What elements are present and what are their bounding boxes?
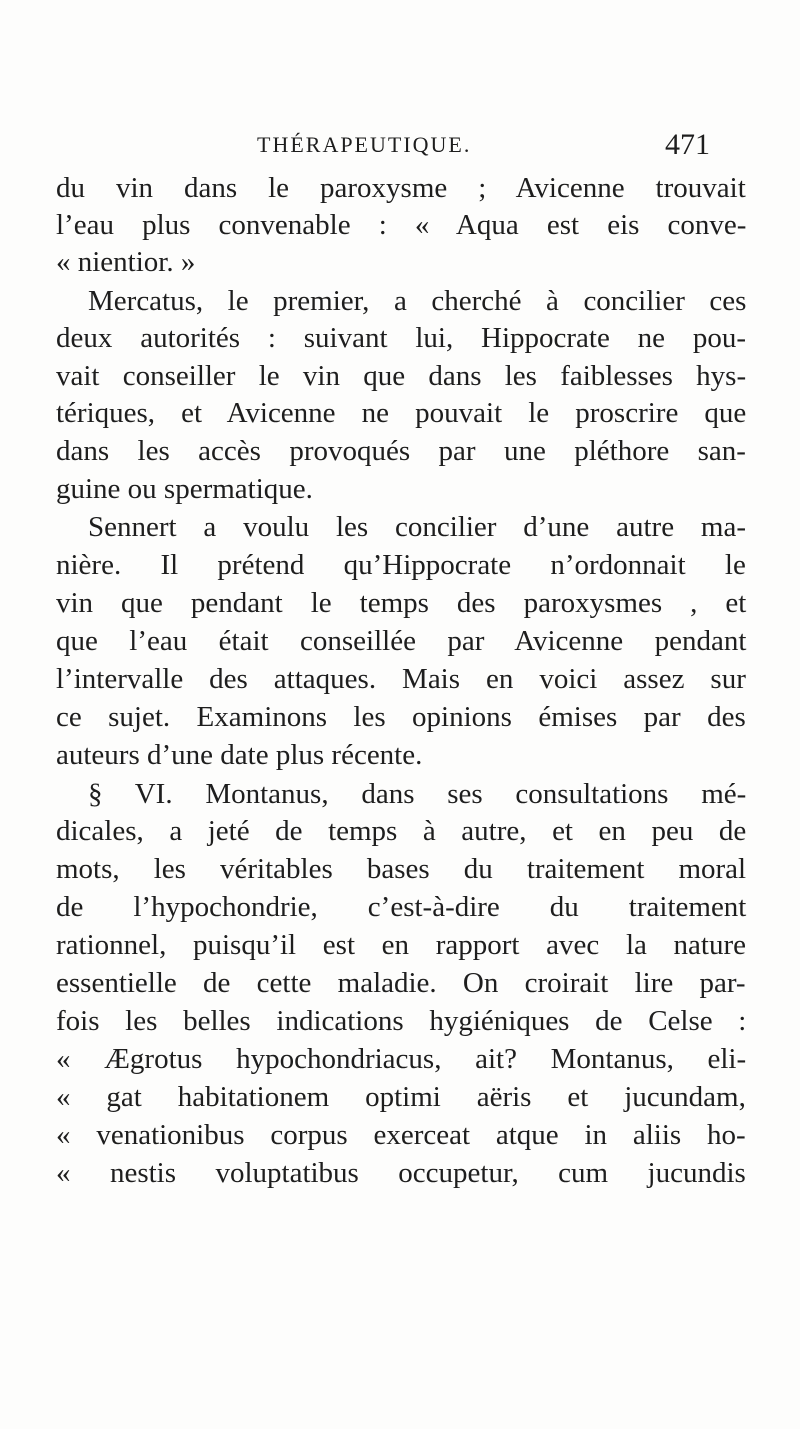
text-line: du vin dans le paroxysme ; Avicenne trouvait — [56, 172, 746, 204]
text-line: dicales, a jeté de temps à autre, et en peu de — [56, 815, 747, 847]
text-line: « venationibus corpus exerceat atque in aliis ho- — [56, 1119, 746, 1151]
text-line: deux autorités : suivant lui, Hippocrate ne pou- — [56, 322, 747, 354]
text-line: rationnel, puisqu’il est en rapport avec la nature — [56, 929, 747, 961]
text-line: vait conseiller le vin que dans les faiblesses hys- — [56, 360, 747, 392]
text-line: vin que pendant le temps des paroxysmes , et — [56, 587, 747, 619]
text-line: « nientior. » — [56, 246, 196, 278]
text-line: tériques, et Avicenne ne pouvait le proscrire que — [56, 397, 747, 429]
text-line: mots, les véritables bases du traitement moral — [56, 853, 747, 885]
text-line: ce sujet. Examinons les opinions émises par des — [56, 701, 746, 733]
text-line: auteurs d’une date plus récente. — [56, 739, 423, 771]
text-line: essentielle de cette maladie. On croirait lire par- — [56, 967, 746, 999]
text-line: nière. Il prétend qu’Hippocrate n’ordonnait le — [56, 549, 746, 581]
page-number: 471 — [665, 128, 710, 161]
text-line: Sennert a voulu les concilier d’une autre ma- — [88, 511, 746, 543]
text-line: « nestis voluptatibus occupetur, cum jucundis — [56, 1157, 746, 1189]
text-line: « gat habitationem optimi aëris et jucundam, — [56, 1081, 746, 1113]
text-line: Mercatus, le premier, a cherché à concilier ces — [88, 285, 747, 317]
text-line: § VI. Montanus, dans ses consultations mé- — [88, 778, 747, 810]
text-line: l’intervalle des attaques. Mais en voici assez sur — [56, 663, 746, 695]
text-line: « Ægrotus hypochondriacus, ait? Montanus, eli- — [56, 1043, 747, 1075]
text-line: que l’eau était conseillée par Avicenne pendant — [56, 625, 747, 657]
text-line: l’eau plus convenable : « Aqua est eis conve- — [56, 209, 747, 241]
running-head-title: THÉRAPEUTIQUE. — [257, 132, 472, 157]
text-line: guine ou spermatique. — [56, 473, 313, 505]
text-line: fois les belles indications hygiéniques de Celse : — [56, 1005, 747, 1037]
running-head — [0, 128, 800, 168]
text-line: de l’hypochondrie, c’est-à-dire du traitement — [56, 891, 747, 923]
text-line: dans les accès provoqués par une pléthore san- — [56, 435, 746, 467]
